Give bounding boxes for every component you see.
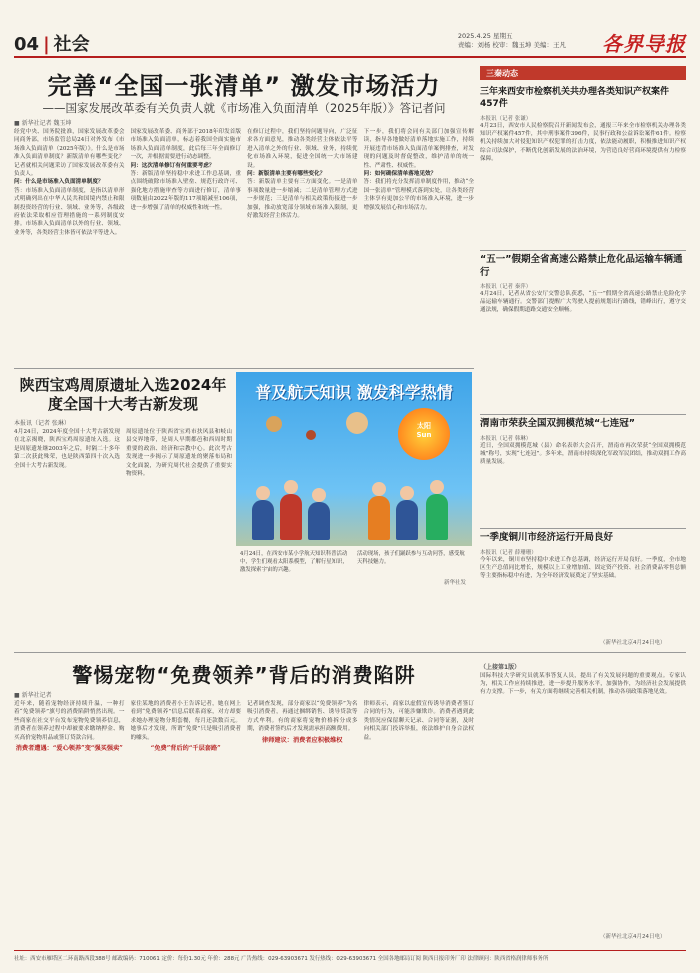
- pet-scam-article-body: [14, 700, 474, 944]
- newspaper-logo: 各界导报: [602, 32, 686, 56]
- story1-byline: 本报讯（记者 张谦）: [480, 116, 532, 122]
- lead-question: 问：新版清单主要有哪些变化？: [247, 171, 326, 178]
- pet-scam-column-1: [14, 700, 125, 944]
- lead-paragraph: 国家发展改革委、商务部于2018年印发首版市场准入负面清单，标志着我国全面实施市场准入负面清单制度，此后每三年全面修订一次，并根据需要进行动态调整。: [130, 129, 241, 161]
- baoji-column-1: [14, 428, 120, 644]
- section-name: 社会: [53, 34, 90, 55]
- student-figure: [396, 500, 418, 540]
- story4-byline: 本报讯（记者 薛珊珊）: [480, 550, 537, 556]
- student-figure: [252, 500, 274, 540]
- lead-headline: 完善“全国一张清单” 激发市场活力: [47, 72, 441, 100]
- lead-column-3: [247, 128, 358, 364]
- lead-column-1: [14, 128, 125, 364]
- editor-credits: 责编：刘杨 校审：魏玉坤 美编：王凡: [457, 41, 566, 49]
- continued-source: （新华社北京4月24日电）: [600, 934, 666, 940]
- continued-tag: （上接第1版）: [480, 664, 521, 671]
- photo-caption: 活动现场，孩子们踊跃参与互动问答，感受航天科技魅力。: [357, 551, 465, 565]
- baoji-column-2: [126, 428, 232, 644]
- pet-scam-paragraph: 律师表示，商家以虚假宣传诱导消费者签订合同的行为，可能涉嫌欺诈。消费者遇到此类情况应保留聊天记录、合同等证据，及时向相关部门投诉举报，依法维护自身合法权益。: [363, 701, 474, 741]
- lead-paragraph: 在修订过程中，我们坚持问题导向，广泛征求各方面意见，推动各类经营主体依法平等进入清单之外的行业、领域、业务，持续优化市场准入环境，促进全国统一大市场建设。: [247, 129, 358, 169]
- student-figure: [280, 494, 302, 540]
- photo-credit: 新华社发: [443, 580, 466, 586]
- lead-question: 问：什么是市场准入负面清单制度？: [14, 179, 104, 186]
- story4-title: 一季度铜川市经济运行开局良好: [480, 532, 614, 543]
- story1-title: 三年来西安市检察机关共办理各类知识产权案件457件: [480, 87, 670, 109]
- planet-model: [346, 412, 368, 434]
- lead-answer: 答：新版清单坚持稳中求进工作总基调，重点围绕破除市场准入壁垒、规范行政许可、强化地方措施审查等方面进行修订，清单事项数量由2022年版的117项缩减至106项，进一步增强了清单的权威性和统一性。: [130, 171, 241, 211]
- pet-scam-paragraph: 近年来，随着宠物经济持续升温，一种打着“免费领养”旗号的消费陷阱悄然出现。一些商家在社交平台发布宠物免费领养信息，消费者在领养过程中却被要求缴纳押金、购买高价宠物用品或签订贷款合同。: [14, 701, 125, 741]
- baoji-paragraph: 4月24日，2024年度全国十大考古新发现在北京揭晓，陕西宝鸡周原遗址入选。这是周原遗址继2003年之后，时隔二十多年第二次获此殊荣，也是陕西第四十次入选全国十大考古新发现。: [14, 429, 120, 469]
- lead-paragraph: 经党中央、国务院批准，国家发展改革委会同商务部，市场监管总局24日对外发布《市场准入负面清单（2025年版）》。什么是市场准入负面清单制度？新版清单有哪些变化？记者就相关问题采访了国家发展改革委有关负责人。: [14, 129, 125, 178]
- pet-scam-subheading: “免费”背后的“千层套路”: [150, 745, 221, 753]
- lead-column-4: [364, 128, 475, 364]
- page-footer: 社址：西安市雁塔区二环南路西段388号 邮政编码：710061 定价：每份1.30元 年价：288元 广告热线：029-63903671 发行热线：029-63903671 全国各地邮局订阅 陕西日报印务厂印 法律顾问：陕西省格润律师事务所: [14, 950, 686, 964]
- pet-scam-column-2: [131, 700, 242, 944]
- side-divider: [480, 528, 686, 529]
- students-group: [246, 470, 462, 540]
- pet-scam-paragraph: 记者调查发现，部分商家以“免费领养”为名吸引消费者，再通过捆绑销售、诱导贷款等方式牟利。有的商家将宠物价格拆分成多期，消费者签约后才发现需承担高额费用。: [247, 701, 358, 733]
- baoji-headline: 陕西宝鸡周原遗址入选2024年度全国十大考古新发现: [19, 376, 227, 413]
- pet-scam-paragraph: 家住某地的消费者小王告诉记者，她在网上看到“免费领养”信息后联系商家，对方却要求她办理宠物分期套餐，每月还款数百元。她事后才发现，所谓“免费”只是吸引消费者的噱头。: [130, 701, 241, 741]
- masthead: [14, 30, 686, 58]
- pet-scam-subheading: 律师建议：消费者应积极维权: [262, 736, 343, 744]
- section-divider: [14, 368, 474, 369]
- side-divider: [480, 250, 686, 251]
- sun-label: 太阳 Sun: [416, 422, 432, 439]
- story1-text: 4月23日，西安市人民检察院召开新闻发布会，通报三年来全市检察机关办理各类知识产权案件457件，其中刑事案件396件，民事行政和公益诉讼案件61件。检察机关持续加大对侵犯知识产权犯罪的打击力度，依法能动履职，积极推进知识产权综合司法保护，不断优化创新发展的法治环境，为营造良好营商环境提供有力检察保障。: [480, 123, 686, 162]
- continued-text: 国际科技大学研究员就某事答复人员，提出了有关发展问题的重要观点。专家认为，相关工作应持续推进，进一步提升服务水平，加强协作，为经济社会发展提供有力支撑。下一步，有关方面将继续完善相关机制，推动各项政策落地见效。: [480, 673, 686, 696]
- lead-answer: 答：新版清单主要有三方面变化。一是清单事项数量进一步缩减；二是清单管理方式进一步规范；三是清单与相关政策衔接进一步加强，推动放宽部分领域市场准入限制，更好激发经营主体活力。: [247, 179, 358, 220]
- planet-model: [266, 416, 282, 432]
- student-figure: [368, 496, 390, 540]
- story2-byline: 本报讯（记者 秦萍）: [480, 284, 532, 290]
- story3-text: 近日，全国双拥模范城（县）命名表彰大会召开，渭南市再次荣获“全国双拥模范城”称号，实现“七连冠”。多年来，渭南市持续深化军政军民团结，推动双拥工作高质量发展。: [480, 443, 686, 466]
- section-tag: 三秦动态: [480, 66, 686, 80]
- lead-answer: 答：市场准入负面清单制度，是指以清单形式明确列出在中华人民共和国境内禁止和限制投资经营的行业、领域、业务等，各级政府依法采取相应管理措施的一系列制度安排。市场准入负面清单以外的行业、领域、业务等，各类经营主体皆可依法平等进入。: [14, 187, 125, 236]
- photo-caption: 4月24日，在西安市某小学航天知识科普活动中，学生们观看太阳系模型，了解行星知识，激发探索宇宙的兴趣。: [240, 551, 348, 573]
- lead-question: 问：这次清单修订有何重要考虑？: [130, 162, 215, 169]
- space-education-photo: [236, 372, 472, 590]
- section-divider: [14, 652, 686, 653]
- poster-title: 普及航天知识 激发科学热情: [255, 383, 453, 402]
- story3-byline: 本报讯（记者 韩琳）: [480, 436, 532, 442]
- story4-text: 今年以来，铜川市坚持稳中求进工作总基调，经济运行开局良好。一季度，全市地区生产总值同比增长，规模以上工业增加值、固定资产投资、社会消费品零售总额等主要指标稳中有进，为全年经济发展奠定了坚实基础。: [480, 557, 686, 580]
- story2-title: “五一”假期全省高速公路禁止危化品运输车辆通行: [480, 254, 683, 278]
- page-number: 04: [14, 34, 40, 55]
- baoji-paragraph: 周原遗址位于陕西省宝鸡市扶风县和岐山县交界地带，是周人早期都邑和西周时期重要的政治、经济和宗教中心。此次考古发现进一步揭示了周原遗址的聚落布局和文化面貌，为研究周代社会提供了重要实物资料。: [126, 429, 232, 478]
- pet-scam-subheading: 消费者遭遇：“爱心领养”变“强买强卖”: [15, 745, 123, 753]
- issue-date: 2025.4.25 星期五: [457, 32, 513, 40]
- story2-text: 4月24日，记者从省公安厅交警总队获悉，“五一”假期全省高速公路禁止危险化学品运输车辆通行。交警部门提醒广大驾驶人提前规划出行路线，错峰出行，遵守交通法规，确保假期道路交通安全顺畅。: [480, 291, 686, 314]
- issue-info: [458, 32, 566, 50]
- student-figure: [426, 494, 448, 540]
- baoji-article-body: [14, 428, 232, 644]
- lead-question: 问：如何确保清单落地见效？: [363, 171, 437, 178]
- pet-scam-column-4: [364, 700, 475, 944]
- lead-paragraph: 下一步，我们将会同有关部门加强宣传解读，指导各地做好清单落地实施工作，持续开展违背市场准入负面清单案例排查，对发现的问题及时督促整改，维护清单的统一性、严肃性、权威性。: [363, 129, 474, 169]
- story3-title: 渭南市荣获全国双拥模范城“七连冠”: [480, 418, 635, 429]
- pet-scam-column-3: [247, 700, 358, 944]
- planet-model: [306, 430, 316, 440]
- lead-subhead: ——国家发展改革委有关负责人就《市场准入负面清单（2025年版）》答记者问: [42, 101, 446, 115]
- lead-column-2: [131, 128, 242, 364]
- page-header: 04 | 社会: [14, 34, 90, 55]
- pet-scam-headline: 警惕宠物“免费领养”背后的消费陷阱: [72, 663, 416, 687]
- story4-source: （新华社北京4月24日电）: [600, 640, 666, 646]
- student-figure: [308, 502, 330, 540]
- lead-article-body: [14, 128, 474, 364]
- side-divider: [480, 414, 686, 415]
- photo-captions: [236, 546, 472, 590]
- lead-answer: 答：我们将充分发挥清单制度作用，推动“全国一张清单”管理模式落到实处，让各类经营主体享有更加公平的市场准入环境，进一步增强发展信心和市场活力。: [363, 179, 474, 211]
- baoji-byline: 本报讯（记者 张琳）: [14, 420, 70, 427]
- pet-scam-byline: ■ 新华社记者: [14, 692, 52, 699]
- lead-byline: ■ 新华社记者 魏玉坤: [14, 120, 72, 127]
